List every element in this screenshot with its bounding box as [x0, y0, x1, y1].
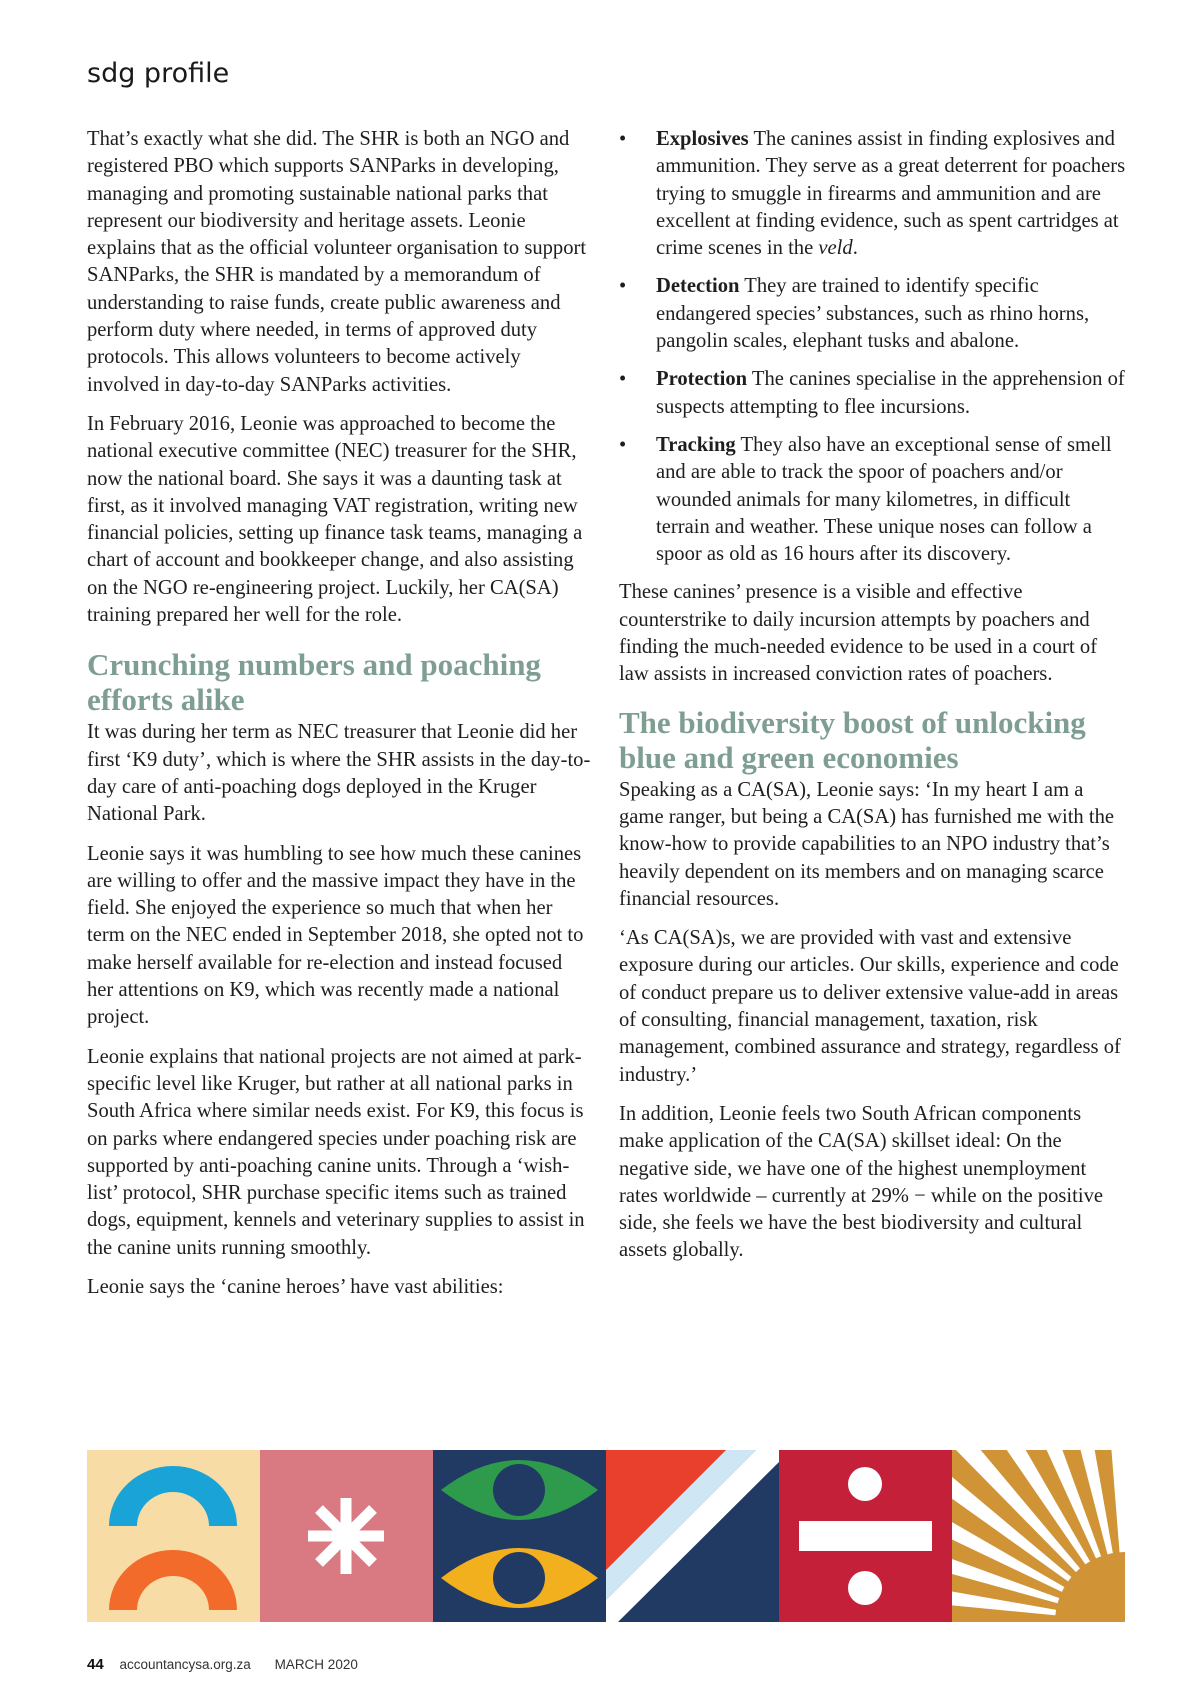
- paragraph: Leonie says it was humbling to see how much these canines are willing to offer and the massive impact they have in the field. She enjoyed the experience so much that when her term on the NEC ended in September 2018, she opted not to make herself available for re-election and instead focused her attentions on K9, which was recently made a national project.: [87, 842, 584, 1029]
- page-footer: [87, 1656, 358, 1673]
- arches-tile: [87, 1450, 260, 1622]
- paragraph: In addition, Leonie feels two South African components make application of the CA(SA) skillset ideal: On the negative side, we have one of the highest unemployment rates worldwide – currently at 29% − while on the positive side, she feels we have the best biodiversity and cultural assets globally.: [619, 1102, 1104, 1262]
- paragraph: That’s exactly what she did. The SHR is both an NGO and registered PBO which supports SANParks in developing, managing and promoting sustainable national parks that represent our biodiversity and heritage assets. Leonie explains that as the official volunteer organisation to support SANParks, the SHR is mandated by a memorandum of understanding to raise funds, create public awareness and perform duty where needed, in terms of approved duty protocols. This allows volunteers to become actively involved in day-to-day SANParks activities.: [87, 128, 587, 396]
- ability-end: .: [852, 237, 858, 260]
- stripes-tile: [606, 1450, 779, 1622]
- ability-term: Protection: [656, 368, 748, 391]
- list-item: [619, 366, 1127, 421]
- sun-icon: [952, 1450, 1125, 1622]
- ability-italic: veld: [818, 237, 853, 260]
- issue-date: MARCH 2020: [274, 1657, 358, 1672]
- left-column: [87, 126, 592, 1313]
- ability-term: Explosives: [656, 128, 749, 150]
- page-number: 44: [87, 1656, 104, 1673]
- stripes-icon: [606, 1450, 779, 1622]
- right-column: [619, 126, 1127, 1277]
- ability-text: The canines assist in finding explosives and ammunition. They serve as a great deterrent for poachers trying to smuggle in firearms and ammunition and are excellent at finding evidence, such as spent cartridges at crime scenes in the: [656, 128, 1126, 260]
- list-item: [619, 126, 1127, 262]
- section-heading: Crunching numbers and poaching efforts alike: [87, 647, 541, 718]
- bullet-icon: •: [619, 433, 627, 456]
- bullet-icon: •: [619, 275, 627, 298]
- abilities-list: [619, 126, 1127, 568]
- section-label: sdg profile: [87, 58, 230, 89]
- list-item: [619, 273, 1127, 355]
- arches-icon: [87, 1450, 260, 1622]
- decorative-banner: [87, 1450, 1125, 1622]
- paragraph: In February 2016, Leonie was approached to become the national executive committee (NEC) treasurer for the SHR, now the national board. She says it was a daunting task at first, as it involved managing VAT registration, writing new financial policies, setting up finance task teams, managing a chart of account and bookkeeper change, and also assisting on the NGO re-engineering project. Luckily, her CA(SA) training prepared her well for the role.: [87, 412, 583, 627]
- eye-icon: [433, 1450, 606, 1622]
- ability-text: They are trained to identify specific endangered species’ substances, such as rhino horns, pangolin scales, elephant tusks and abalone.: [656, 275, 1090, 353]
- paragraph: Leonie says the ‘canine heroes’ have vast abilities:: [87, 1275, 504, 1298]
- bullet-icon: •: [619, 368, 627, 391]
- paragraph: ‘As CA(SA)s, we are provided with vast and extensive exposure during our articles. Our skills, experience and code of conduct prepare us to deliver extensive value-add in areas of consulting, financial management, taxation, risk management, combined assurance and strategy, regardless of industry.’: [619, 927, 1121, 1086]
- ability-term: Tracking: [656, 433, 736, 456]
- paragraph: These canines’ presence is a visible and effective counterstrike to daily incursion attempts by poachers and finding the much-needed evidence to be used in a court of law assists in increased conviction rates of poachers.: [619, 581, 1098, 686]
- eyes-tile: [433, 1450, 606, 1622]
- divide-icon: [779, 1450, 952, 1622]
- ability-text: They also have an exceptional sense of smell and are able to track the spoor of poachers and/or wounded animals for many kilometres, in difficult terrain and weather. These unique noses can follow a spoor as old as 16 hours after its discovery.: [656, 433, 1112, 566]
- paragraph: Leonie explains that national projects are not aimed at park-specific level like Kruger, but rather at all national parks in South Africa where similar needs exist. For K9, this focus is on parks where endangered species under poaching risk are supported by anti-poaching canine units. Through a ‘wish-list’ protocol, SHR purchase specific items such as trained dogs, equipment, kennels and veterinary supplies to assist in the canine units running smoothly.: [87, 1045, 585, 1259]
- paragraph: It was during her term as NEC treasurer that Leonie did her first ‘K9 duty’, which is where the SHR assists in the day-to-day care of anti-poaching dogs deployed in the Kruger National Park.: [87, 721, 591, 826]
- ability-term: Detection: [656, 275, 740, 298]
- sunburst-tile: [952, 1450, 1125, 1622]
- asterisk-tile: [260, 1450, 433, 1622]
- section-heading: The biodiversity boost of unlocking blue and green economies: [619, 704, 1086, 775]
- divide-tile: [779, 1450, 952, 1622]
- bullet-icon: •: [619, 128, 627, 150]
- website: accountancysa.org.za: [119, 1657, 251, 1672]
- asterisk-icon: [260, 1450, 433, 1622]
- paragraph: Speaking as a CA(SA), Leonie says: ‘In my heart I am a game ranger, but being a CA(SA) has furnished me with the know-how to provide capabilities to an NPO industry that’s heavily dependent on its members and on managing scarce financial resources.: [619, 778, 1115, 910]
- list-item: [619, 432, 1127, 568]
- ability-text: The canines specialise in the apprehension of suspects attempting to flee incursions.: [656, 368, 1125, 418]
